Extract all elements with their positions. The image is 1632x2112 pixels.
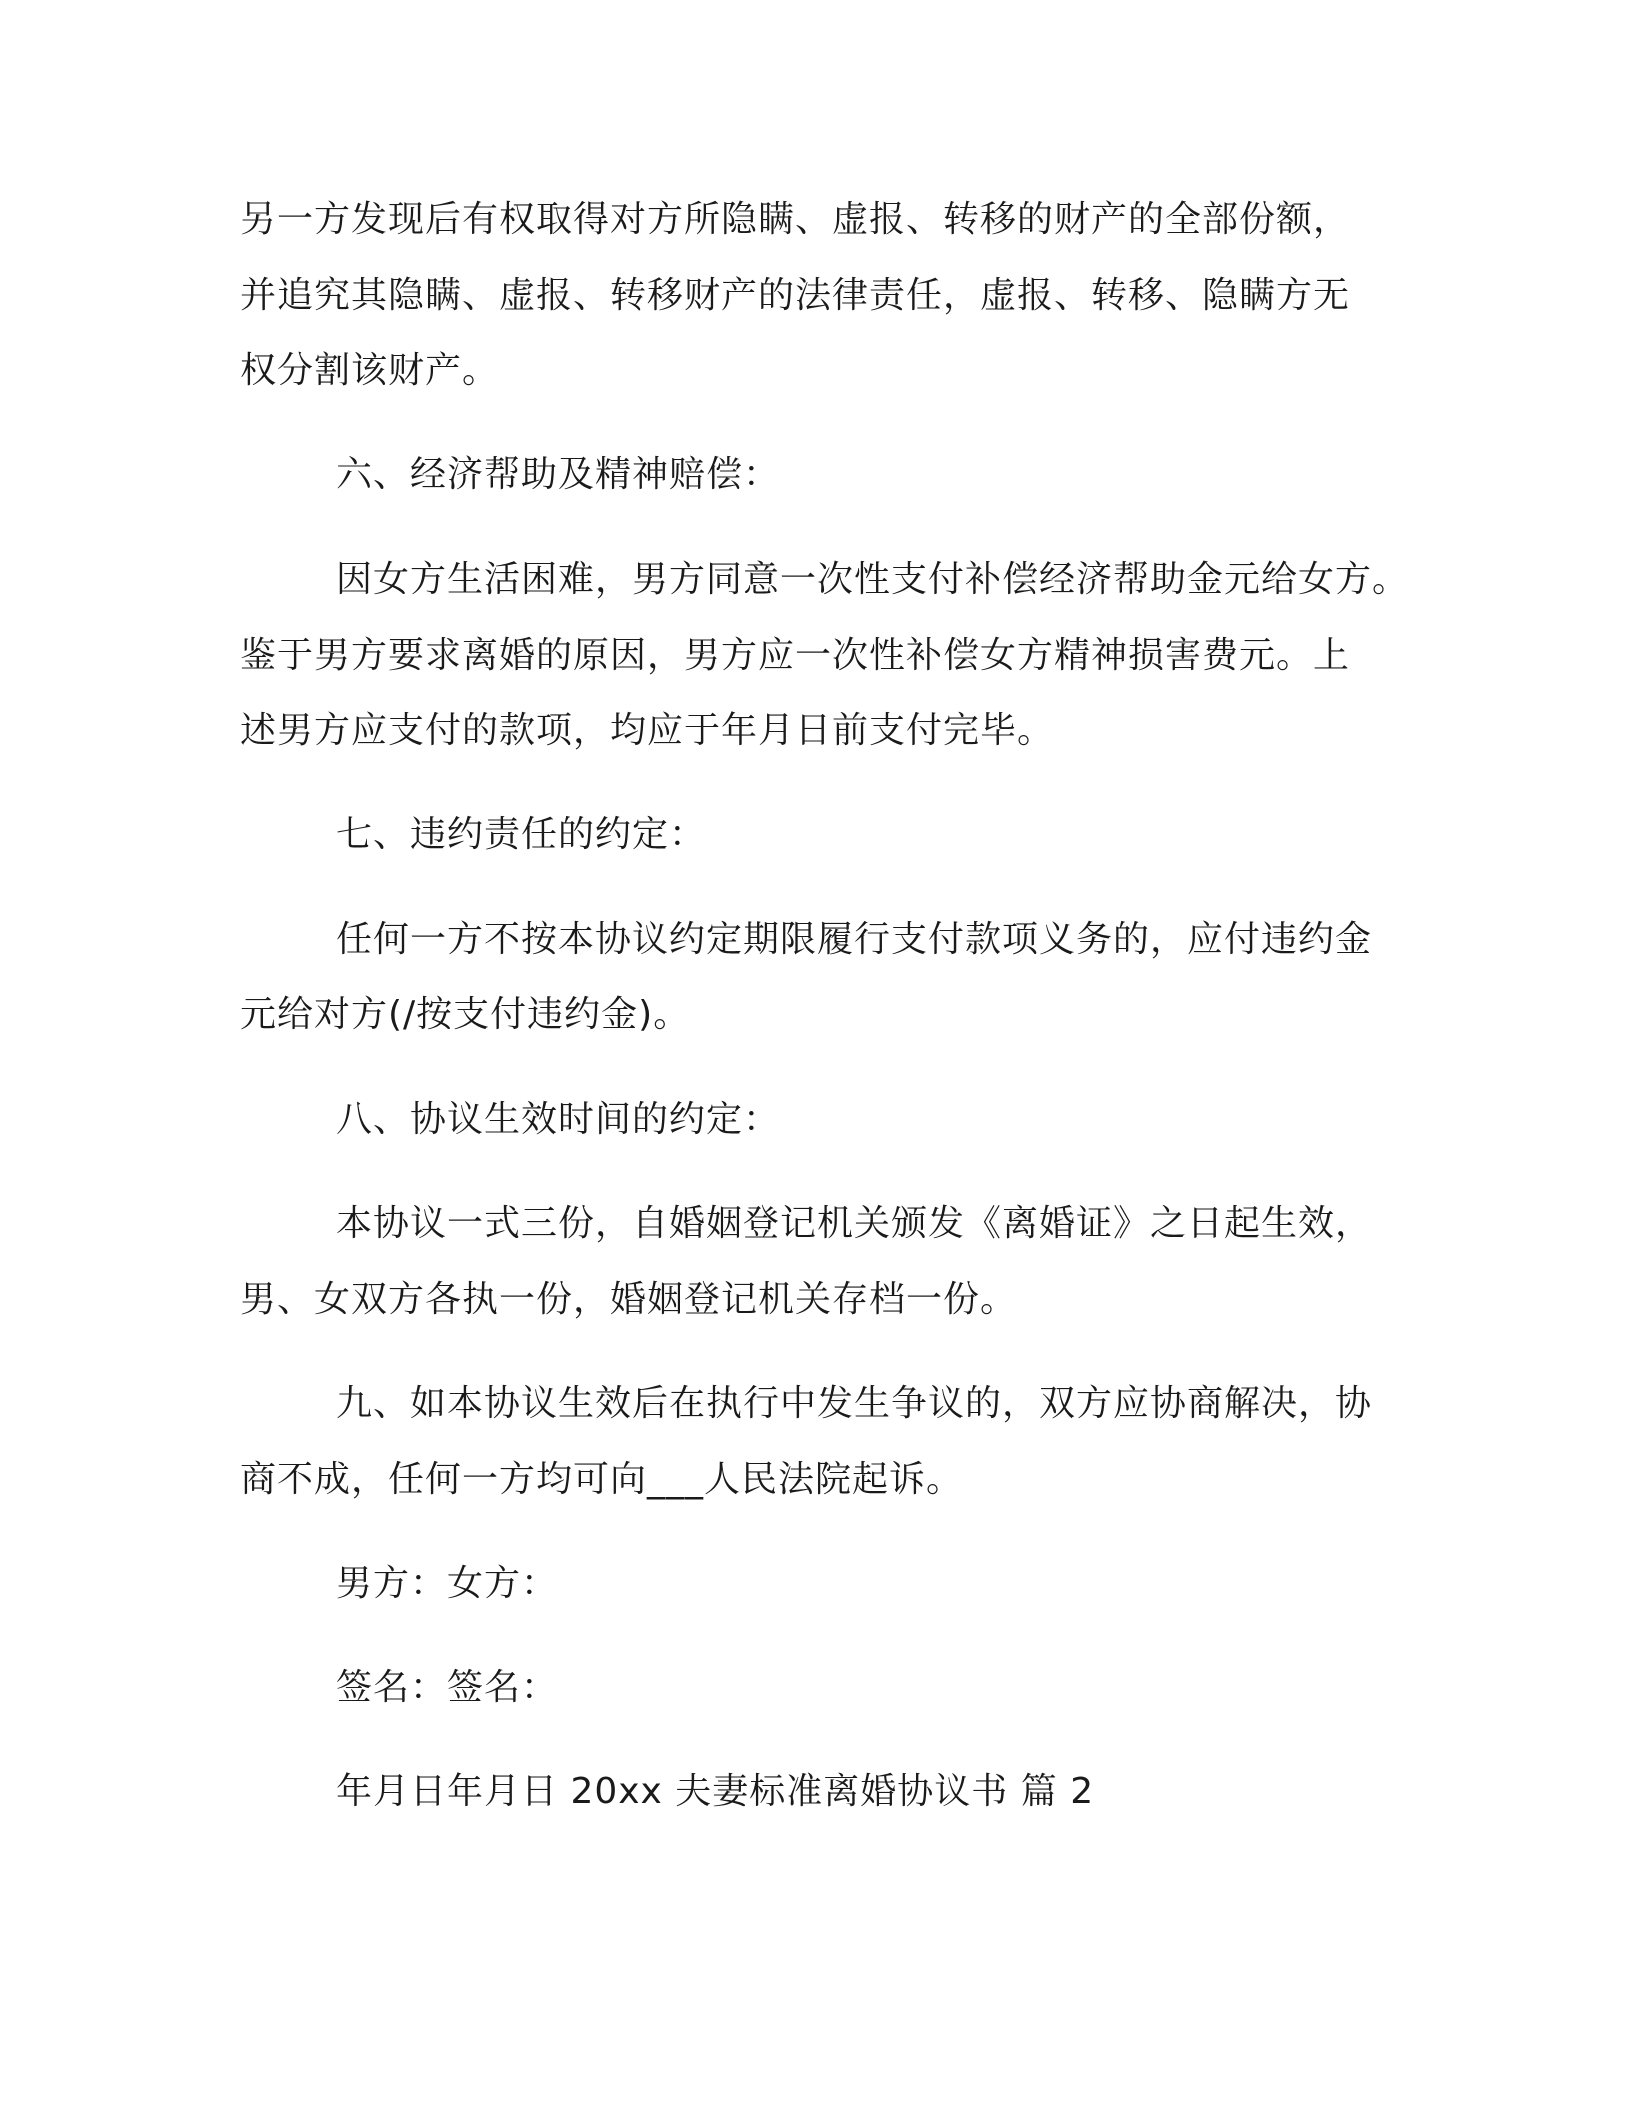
text-line: 鉴于男方要求离婚的原因，男方应一次性补偿女方精神损害费元。上 <box>240 635 1351 676</box>
text-line: 商不成，任何一方均可向___人民法院起诉。 <box>240 1459 964 1500</box>
signature-labels: 签名：签名： <box>336 1667 559 1708</box>
text-line: 男、女双方各执一份，婚姻登记机关存档一份。 <box>240 1279 1018 1320</box>
section-heading-7: 七、违约责任的约定： <box>336 814 707 855</box>
date-and-next-title: 年月日年月日 20xx 夫妻标准离婚协议书 篇 2 <box>336 1771 1095 1812</box>
text-line: 另一方发现后有权取得对方所隐瞒、虚报、转移的财产的全部份额， <box>240 199 1351 240</box>
text-line: 本协议一式三份，自婚姻登记机关颁发《离婚证》之日起生效， <box>336 1203 1373 1244</box>
text-line: 元给对方(/按支付违约金)。 <box>240 994 691 1035</box>
section-heading-9: 九、如本协议生效后在执行中发生争议的，双方应协商解决，协 <box>336 1383 1373 1424</box>
text-line: 任何一方不按本协议约定期限履行支付款项义务的，应付违约金 <box>336 919 1373 960</box>
party-labels: 男方：女方： <box>336 1563 559 1604</box>
section-heading-6: 六、经济帮助及精神赔偿： <box>336 454 781 495</box>
section-heading-8: 八、协议生效时间的约定： <box>336 1099 781 1140</box>
text-line: 并追究其隐瞒、虚报、转移财产的法律责任，虚报、转移、隐瞒方无 <box>240 275 1351 316</box>
text-line: 因女方生活困难，男方同意一次性支付补偿经济帮助金元给女方。 <box>336 559 1410 600</box>
text-line: 权分割该财产。 <box>240 350 500 391</box>
text-line: 述男方应支付的款项，均应于年月日前支付完毕。 <box>240 710 1055 751</box>
